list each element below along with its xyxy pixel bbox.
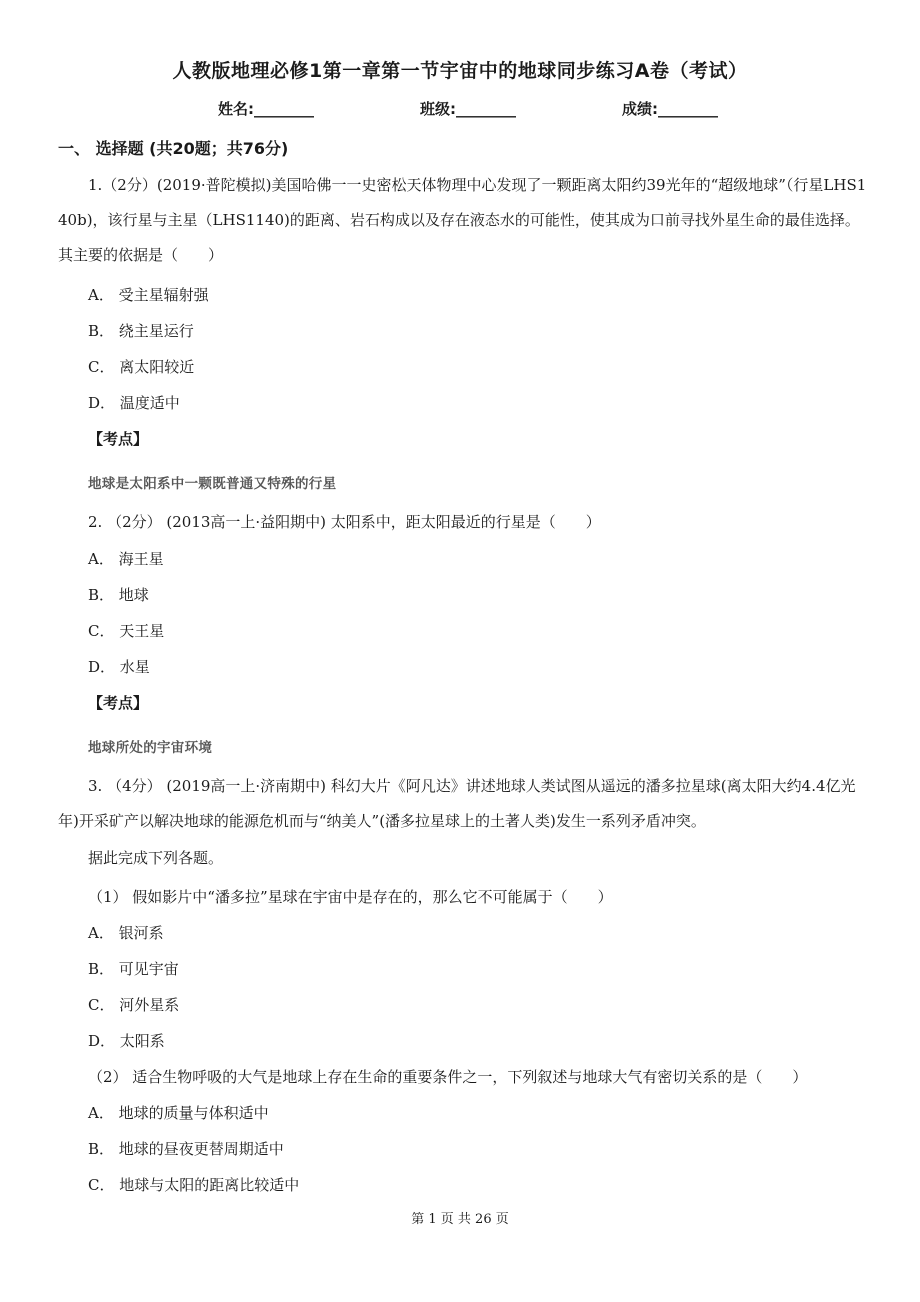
question-3-instruction: 据此完成下列各题。 xyxy=(88,849,224,867)
section-heading: 一、 选择题 (共20题；共76分) xyxy=(58,139,289,158)
question-3-sub-1-option-a: A． 银河系 xyxy=(88,924,164,942)
question-2-option-d: D． 水星 xyxy=(88,658,150,676)
document-title: 人教版地理必修1第一章第一节宇宙中的地球同步练习A卷（考试） xyxy=(172,60,748,82)
question-1-text: 1.（2分）(2019·普陀模拟)美国哈佛一一史密松天体物理中心发现了一颗距离太阳约39光年的“超级地球”（行星LHS140b)，该行星与主星（LHS1140)的距离、岩石构成以及存在液态水的可能性，使其成为口前寻找外星生命的最佳选择。其主要的依据是（ ） xyxy=(58,176,867,264)
question-3-sub-1-option-b: B． 可见宇宙 xyxy=(88,960,179,978)
question-3-sub-2-option-b: B． 地球的昼夜更替周期适中 xyxy=(88,1140,284,1158)
question-1-option-b: B． 绕主星运行 xyxy=(88,322,194,340)
question-2-point-tag: 【考点】 xyxy=(88,694,149,712)
question-1-knowledge-point: 地球是太阳系中一颗既普通又特殊的行星 xyxy=(88,476,337,492)
question-2-option-b: B． 地球 xyxy=(88,586,149,604)
question-1-option-a: A． 受主星辐射强 xyxy=(88,286,209,304)
question-3-sub-1-option-c: C． 河外星系 xyxy=(88,996,180,1014)
page-number-footer: 第 1 页 共 26 页 xyxy=(411,1212,509,1227)
question-1-option-d: D． 温度适中 xyxy=(88,394,180,412)
question-2-option-a: A． 海王星 xyxy=(88,550,164,568)
question-3-text: 3. （4分） (2019高一上·济南期中) 科幻大片《阿凡达》讲述地球人类试图从遥远的潘多拉星球(离太阳大约4.4亿光年)开采矿产以解决地球的能源危机而与“纳美人”(潘多拉星球上的土著人类)发生一系列矛盾冲突。 xyxy=(58,777,856,830)
question-1-option-c: C． 离太阳较近 xyxy=(88,358,195,376)
question-3-sub-2-option-a: A． 地球的质量与体积适中 xyxy=(88,1104,269,1122)
question-3-sub-2-text: （2） 适合生物呼吸的大气是地球上存在生命的重要条件之一，下列叙述与地球大气有密切关系的是（ ） xyxy=(88,1068,808,1086)
name-field-label: 姓名:________ xyxy=(218,100,314,118)
question-3-sub-2-option-c: C． 地球与太阳的距离比较适中 xyxy=(88,1176,300,1194)
question-2-knowledge-point: 地球所处的宇宙环境 xyxy=(88,740,213,756)
question-3-sub-1-text: （1） 假如影片中“潘多拉”星球在宇宙中是存在的，那么它不可能属于（ ） xyxy=(88,888,613,906)
class-field-label: 班级:________ xyxy=(420,100,516,118)
score-field-label: 成绩:________ xyxy=(622,100,718,118)
question-1-point-tag: 【考点】 xyxy=(88,430,149,448)
question-2-option-c: C． 天王星 xyxy=(88,622,165,640)
question-3-sub-1-option-d: D． 太阳系 xyxy=(88,1032,165,1050)
question-2-text: 2. （2分） (2013高一上·益阳期中) 太阳系中，距太阳最近的行星是（ ） xyxy=(88,513,601,531)
